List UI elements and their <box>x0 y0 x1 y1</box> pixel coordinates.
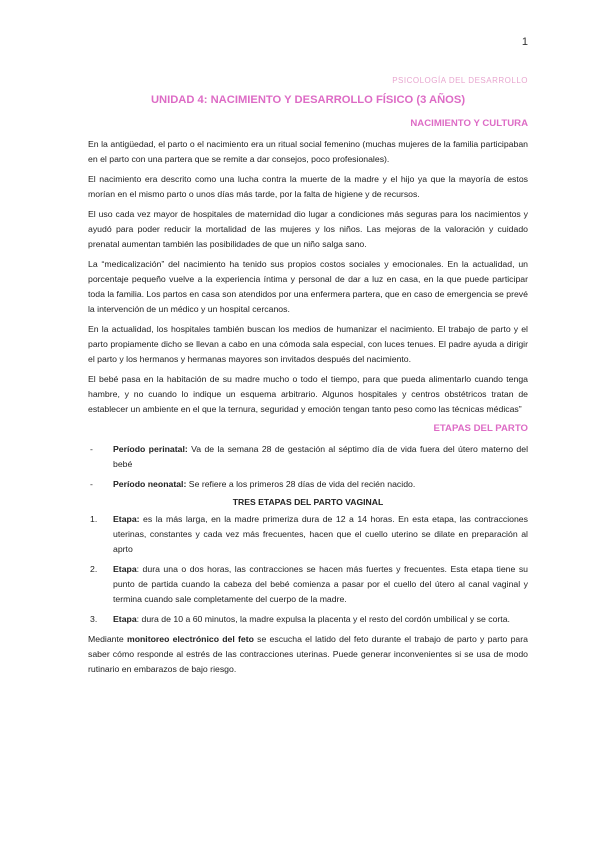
list-item-term: Período perinatal: <box>113 444 188 454</box>
list-number: 3. <box>90 614 98 624</box>
sub-heading-tres-etapas: TRES ETAPAS DEL PARTO VAGINAL <box>232 497 384 507</box>
list-item <box>88 562 528 607</box>
paragraph: En la antigüedad, el parto o el nacimiento era un ritual social femenino (muchas mujeres de la familia participaban en el parto con una partera que se remite a dar consejos, poco profesionales). <box>88 139 528 164</box>
list-item-term: Etapa <box>113 564 137 574</box>
section-heading-nacimiento: NACIMIENTO Y CULTURA <box>410 118 528 129</box>
dash-marker: - <box>90 444 93 454</box>
stages-list <box>88 512 528 627</box>
list-item-term: Período neonatal: <box>113 479 187 489</box>
list-item <box>88 612 528 627</box>
list-item-text: : dura de 10 a 60 minutos, la madre expulsa la placenta y el resto del cordón umbilical y se corta. <box>136 614 510 624</box>
list-item <box>88 512 528 557</box>
paragraph: En la actualidad, los hospitales también buscan los medios de humanizar el nacimiento. El trabajo de parto y el parto propiamente dicho se llevan a cabo en una cómoda sala especial, con luces tenues. El padre ayuda a dirigir el parto y los hermanos y hermanas mayores son invitados después del nacimiento. <box>88 324 528 364</box>
paragraph: La “medicalización” del nacimiento ha tenido sus propios costos sociales y emocionales. En la actualidad, un porcentaje pequeño vuelve a la experiencia íntima y personal de dar a luz en casa, en la que puede participar toda la familia. Los partos en casa son atendidos por una enfermera partera, que en caso de emergencia se prevé la intervención de un médico y un hospital cercanos. <box>88 259 528 314</box>
unit-title: UNIDAD 4: NACIMIENTO Y DESARROLLO FÍSICO (3 AÑOS) <box>150 94 466 106</box>
closing-prefix: Mediante <box>88 634 127 644</box>
header-subject: PSICOLOGÍA DEL DESARROLLO <box>392 76 528 85</box>
dash-marker: - <box>90 479 93 489</box>
list-item-term: Etapa <box>113 614 137 624</box>
page-number: 1 <box>521 36 528 48</box>
list-item <box>88 442 528 472</box>
list-item-text: es la más larga, en la madre primeriza dura de 12 a 14 horas. En esta etapa, las contracciones uterinas, constantes y cada vez más frecuentes, hacen que el cuello uterino se dilate en preparación al aprto <box>113 514 528 554</box>
list-number: 2. <box>90 564 98 574</box>
list-item-text: Va de la semana 28 de gestación al séptimo día de vida fuera del útero materno del bebé <box>113 444 528 469</box>
closing-text: se escucha el latido del feto durante el trabajo de parto y parto para saber cómo responde al estrés de las contracciones uterinas. Puede generar inconvenientes si se usa de modo rutinario en embarazos de bajo riesgo. <box>88 634 528 674</box>
paragraph: El bebé pasa en la habitación de su madre mucho o todo el tiempo, para que pueda alimentarlo cuando tenga hambre, y no cuando lo indique un esquema arbitrario. Algunos hospitales y centros obstétricos tratan de establecer un ambiente en el que la ternura, seguridad y emoción tengan tanto peso como las técnicas médicas” <box>88 374 528 414</box>
list-item-term: Etapa: <box>113 514 140 524</box>
period-list <box>88 442 528 492</box>
closing-term: monitoreo electrónico del feto <box>126 634 254 644</box>
closing-paragraph <box>88 632 528 677</box>
list-number: 1. <box>90 514 98 524</box>
list-item-text: Se refiere a los primeros 28 días de vida del recién nacido. <box>186 479 416 489</box>
list-item-text: : dura una o dos horas, las contracciones se hacen más fuertes y frecuentes. Esta etapa tiene su punto de partida cuando la cabeza del bebé comienza a pasar por el cuello del útero al canal vaginal y termina cuando sale completamente del cuerpo de la madre. <box>113 564 528 604</box>
paragraph: El uso cada vez mayor de hospitales de maternidad dio lugar a condiciones más seguras para los nacimientos y ayudó para poder reducir la mortalidad de las mujeres y los niños. Las mejoras de la valoración y cuidado prenatal aumentan también las posibilidades de que un niño salga sano. <box>88 209 528 249</box>
list-item <box>88 477 528 492</box>
paragraph: El nacimiento era descrito como una lucha contra la muerte de la madre y el hijo ya que la mayoría de estos morían en el mismo parto o unos días más tarde, por la falta de higiene y de recursos. <box>88 174 528 199</box>
document-body <box>88 94 528 682</box>
section-heading-etapas: ETAPAS DEL PARTO <box>433 423 528 434</box>
